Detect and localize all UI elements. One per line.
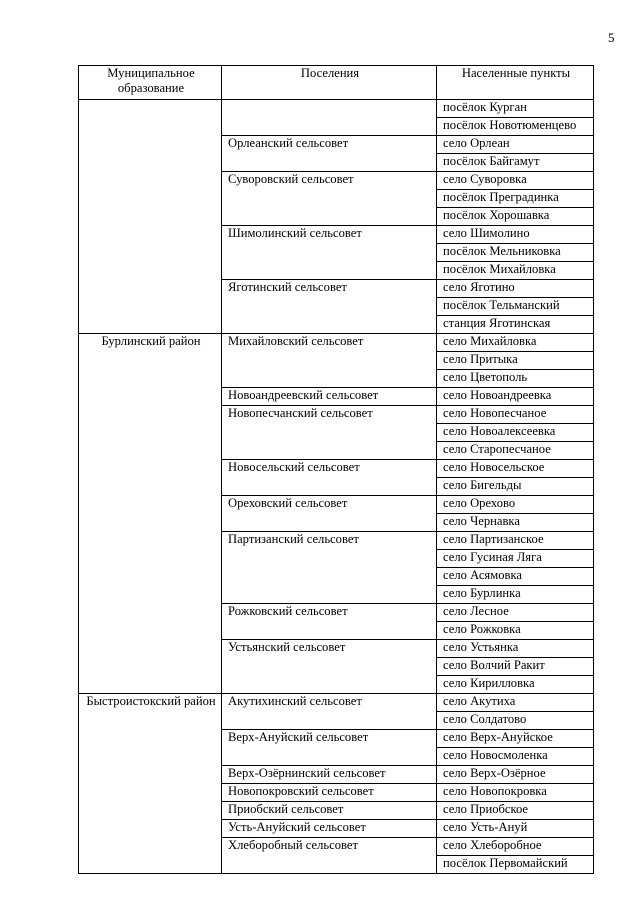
settlement-cell: Ореховский сельсовет: [222, 496, 437, 532]
locality-cell: село Волчий Ракит: [437, 658, 594, 676]
locality-cell: село Кирилловка: [437, 676, 594, 694]
locality-cell: село Новосельское: [437, 460, 594, 478]
locality-cell: село Чернавка: [437, 514, 594, 532]
locality-cell: посёлок Мельниковка: [437, 244, 594, 262]
municipality-cell: [79, 100, 222, 334]
locality-cell: станция Яготинская: [437, 316, 594, 334]
locality-cell: посёлок Хорошавка: [437, 208, 594, 226]
locality-cell: село Яготино: [437, 280, 594, 298]
locality-cell: село Новопокровка: [437, 784, 594, 802]
locality-cell: село Партизанское: [437, 532, 594, 550]
locality-cell: село Асямовка: [437, 568, 594, 586]
municipality-cell: Быстроистокский район: [79, 694, 222, 874]
table-row: [79, 100, 594, 118]
table-header-row: [79, 66, 594, 100]
settlement-cell: Суворовский сельсовет: [222, 172, 437, 226]
settlement-cell: Новопесчанский сельсовет: [222, 406, 437, 460]
settlement-cell: Новосельский сельсовет: [222, 460, 437, 496]
settlement-cell: Усть-Ануйский сельсовет: [222, 820, 437, 838]
locality-cell: посёлок Тельманский: [437, 298, 594, 316]
settlement-cell: Устьянский сельсовет: [222, 640, 437, 694]
locality-cell: село Старопесчаное: [437, 442, 594, 460]
header-localities: Населенные пункты: [437, 66, 594, 100]
header-municipality: Муниципальное образование: [79, 66, 222, 100]
settlement-cell: Михайловский сельсовет: [222, 334, 437, 388]
locality-cell: село Гусиная Ляга: [437, 550, 594, 568]
locality-cell: село Михайловка: [437, 334, 594, 352]
settlement-cell: Верх-Ануйский сельсовет: [222, 730, 437, 766]
settlements-table: [78, 65, 594, 874]
locality-cell: село Орехово: [437, 496, 594, 514]
settlement-cell: Рожковский сельсовет: [222, 604, 437, 640]
locality-cell: село Солдатово: [437, 712, 594, 730]
locality-cell: село Новосмоленка: [437, 748, 594, 766]
locality-cell: село Акутиха: [437, 694, 594, 712]
locality-cell: село Лесное: [437, 604, 594, 622]
locality-cell: село Притыка: [437, 352, 594, 370]
locality-cell: посёлок Михайловка: [437, 262, 594, 280]
settlement-cell: Новоандреевский сельсовет: [222, 388, 437, 406]
page-number: 5: [608, 30, 615, 45]
locality-cell: село Рожковка: [437, 622, 594, 640]
locality-cell: посёлок Преградинка: [437, 190, 594, 208]
settlement-cell: Верх-Озёрнинский сельсовет: [222, 766, 437, 784]
locality-cell: село Шимолино: [437, 226, 594, 244]
locality-cell: село Новоандреевка: [437, 388, 594, 406]
municipality-cell: Бурлинский район: [79, 334, 222, 694]
settlement-cell: Партизанский сельсовет: [222, 532, 437, 604]
locality-cell: село Цветополь: [437, 370, 594, 388]
locality-cell: село Приобское: [437, 802, 594, 820]
locality-cell: посёлок Курган: [437, 100, 594, 118]
locality-cell: село Устьянка: [437, 640, 594, 658]
settlement-cell: [222, 100, 437, 136]
locality-cell: село Верх-Ануйское: [437, 730, 594, 748]
header-settlements: Поселения: [222, 66, 437, 100]
locality-cell: село Суворовка: [437, 172, 594, 190]
table-body: [79, 100, 594, 874]
locality-cell: село Бурлинка: [437, 586, 594, 604]
locality-cell: посёлок Байгамут: [437, 154, 594, 172]
locality-cell: село Новопесчаное: [437, 406, 594, 424]
settlement-cell: Приобский сельсовет: [222, 802, 437, 820]
locality-cell: село Бигельды: [437, 478, 594, 496]
locality-cell: село Новоалексеевка: [437, 424, 594, 442]
table-row: [79, 694, 594, 712]
settlement-cell: Хлеборобный сельсовет: [222, 838, 437, 874]
locality-cell: посёлок Первомайский: [437, 856, 594, 874]
settlement-cell: Шимолинский сельсовет: [222, 226, 437, 280]
settlement-cell: Яготинский сельсовет: [222, 280, 437, 334]
locality-cell: село Орлеан: [437, 136, 594, 154]
settlement-cell: Акутихинский сельсовет: [222, 694, 437, 730]
table-row: [79, 334, 594, 352]
locality-cell: село Хлеборобное: [437, 838, 594, 856]
settlement-cell: Новопокровский сельсовет: [222, 784, 437, 802]
locality-cell: село Верх-Озёрное: [437, 766, 594, 784]
locality-cell: посёлок Новотюменцево: [437, 118, 594, 136]
settlement-cell: Орлеанский сельсовет: [222, 136, 437, 172]
locality-cell: село Усть-Ануй: [437, 820, 594, 838]
